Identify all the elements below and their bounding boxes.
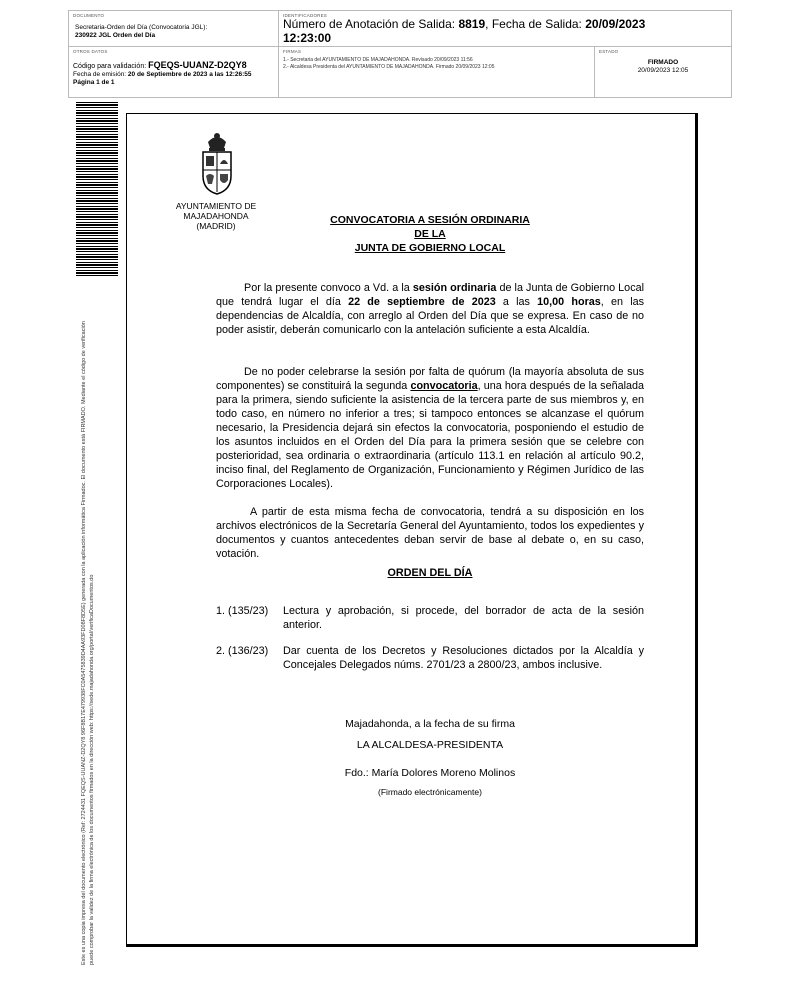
otros-label: OTROS DATOS [73,49,108,54]
firmas-label: FIRMAS [283,49,302,54]
documento-label: DOCUMENTO [73,13,105,18]
anotacion-number: 8819 [458,17,486,31]
firmas-cell [279,47,595,97]
document-title: CONVOCATORIA A SESIÓN ORDINARIA DE LA JUNTA DE GOBIERNO LOCAL [330,214,530,254]
paragraph-3: A partir de esta misma fecha de convocatoria, tendrá a su disposición en los archivos electrónicos de la Secretaría General del Ayuntamiento, todos los expedientes y documentos y cuantos antecedentes deban servir de base al debate o, en su caso, votación. [216,506,644,560]
closing-signature: Fdo.: María Dolores Moreno Molinos [344,767,516,779]
fecha-emision: Fecha de emisión: 20 de Septiembre de 2023 a las 12:26:55 [73,71,252,78]
documento-line1: Secretaria-Orden del Día (Convocatoria JGL): [75,24,208,31]
paragraph-1: Por la presente convoco a Vd. a la sesión ordinaria de la Junta de Gobierno Local que tendrá lugar el día 22 de septiembre de 2023 a las 10,00 horas, en las dependencias de Alcaldía, con arreglo al Orden del Día que se expresa. En caso de no poder asistir, deberán comunicarlo con la antelación suficiente a esta Alcaldía. [216,282,644,336]
agenda-item-text: Dar cuenta de los Decretos y Resoluciones dictados por la Alcaldía y Concejales Delegados núms. 2701/23 a 2800/23, ambos inclusive. [283,645,644,671]
firma-1: 1.- Secretaria del AYUNTAMIENTO DE MAJADAHONDA. Revisado 20/09/2023 11:56 [283,57,473,63]
verification-side-text: Este es una copia impresa del documento electrónico (Ref: 2724431 FQEQS-UUANZ-D2QY8 96F8B17E479938FC0A5475839D4AA93FD08F8D5E) generada con la aplicación informática Firmadoc. El documento está FIRMADO. Mediante el código de verificación puede comprobar la validez de la firma electrónica de los documentos firmados en la dirección web: https://sede.majadahonda.org/portal/verificaDocumentos.do [81,321,95,965]
estado-cell [595,47,731,97]
anotacion-text: Número de Anotación de Salida: 8819, Fecha de Salida: 20/09/2023 12:23:00 [283,17,646,45]
closing-place: Majadahonda, a la fecha de su firma [345,718,515,730]
closing-note: (Firmado electrónicamente) [378,787,482,797]
signature-header [68,10,732,98]
agenda-item-number: 2. (136/23) [216,645,269,657]
barcode-image [76,102,118,278]
identificadores-label: IDENTIFICADORES [283,13,328,18]
agenda-item [216,604,644,632]
estado-label: ESTADO [599,49,619,54]
paragraph-2: De no poder celebrarse la sesión por falta de quórum (la mayoría absoluta de sus componentes) se constituirá la segunda convocatoria, una hora después de la señalada para la primera, siendo suficiente la asistencia de la tercera parte de sus miembros y, en todo caso, en número no inferior a tres; si tampoco entonces se alcanzase el quórum necesario, la Presidencia dejará sin efectos la convocatoria, posponiendo el estudio de los asuntos incluidos en el Orden del Día para la primera sesión que se celebre con posterioridad, sea ordinaria o extraordinaria (artículo 113.1 en relación al artículo 90.2, inciso final, del Reglamento de Organización, Funcionamiento y Régimen Jurídico de las Corporaciones Locales). [216,366,645,490]
documento-line2: 230922 JGL Orden del Día [75,32,156,39]
hora-salida: 12:23:00 [283,31,332,45]
identificadores-cell [279,11,731,47]
orden-del-dia-heading: ORDEN DEL DÍA [387,567,473,579]
firma-2: 2.- Alcaldesa Presidenta del AYUNTAMIENTO DE MAJADAHONDA. Firmado 20/09/2023 12:05 [283,64,495,70]
ayuntamiento-name: AYUNTAMIENTO DE MAJADAHONDA (MADRID) [175,201,257,231]
estado-fecha: 20/09/2023 12:05 [637,67,689,74]
pagina: Página 1 de 1 [73,79,115,86]
agenda-item-number: 1. (135/23) [216,605,269,617]
agenda-item [216,644,644,672]
coat-of-arms-icon [196,130,238,196]
documento-cell [69,11,279,47]
agenda-item-text: Lectura y aprobación, si procede, del borrador de acta de la sesión anterior. [283,605,644,631]
otros-datos-cell [69,47,279,97]
estado-value: FIRMADO [647,59,679,66]
fecha-salida: 20/09/2023 [585,17,646,31]
closing-cargo: LA ALCALDESA-PRESIDENTA [356,739,504,751]
codigo-validacion: Código para validación: FQEQS-UUANZ-D2QY8 [73,60,247,70]
